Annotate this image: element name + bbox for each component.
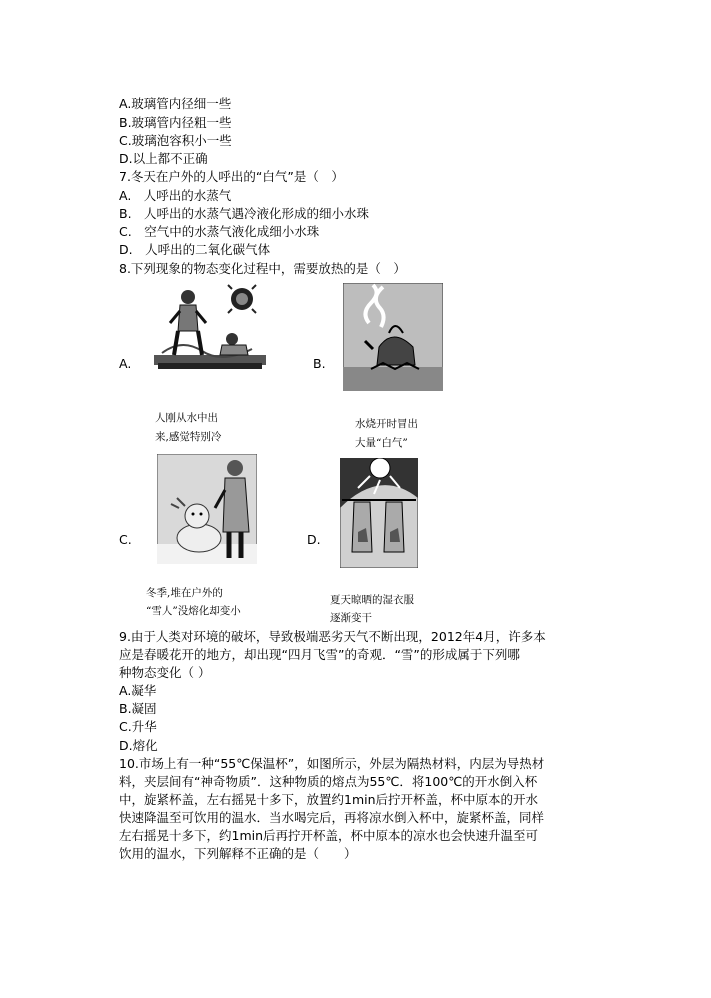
q7-option-a: A. 人呼出的水蒸气 [119, 188, 232, 203]
q9-stem-line3: 种物态变化（ ） [119, 665, 211, 680]
q8-picture-b [343, 283, 443, 391]
q8-caption-c-line1: 冬季,堆在户外的 [146, 587, 223, 599]
q9-option-b: B.凝固 [119, 701, 157, 716]
q8-caption-a-line1: 人刚从水中出 [155, 412, 218, 424]
q6-option-b: B.玻璃管内径粗一些 [119, 115, 232, 130]
q9-stem-line1: 9.由于人类对环境的破坏，导致极端恶劣天气不断出现，2012年4月，许多本 [119, 629, 546, 644]
q10-line3: 中，旋紧杯盖，左右摇晃十多下，放置约1min后拧开杯盖，杯中原本的开水 [119, 792, 539, 807]
q8-label-d: D. [307, 532, 321, 547]
q6-option-a: A.玻璃管内径细一些 [119, 96, 232, 111]
q8-stem: 8.下列现象的物态变化过程中，需要放热的是（ ） [119, 261, 406, 276]
q7-option-b: B. 人呼出的水蒸气遇冷液化形成的细小水珠 [119, 206, 370, 221]
q10-line4: 快速降温至可饮用的温水．当水喝完后，再将凉水倒入杯中，旋紧杯盖，同样 [119, 810, 545, 825]
q7-option-c: C. 空气中的水蒸气液化成细小水珠 [119, 224, 320, 239]
q6-option-c: C.玻璃泡容积小一些 [119, 133, 232, 148]
q6-option-d: D.以上都不正确 [119, 151, 208, 166]
q9-option-c: C.升华 [119, 719, 157, 734]
q8-caption-c-line2: “雪人”没熔化却变小 [146, 605, 241, 617]
q8-picture-a [152, 283, 270, 383]
q7-stem: 7.冬天在户外的人呼出的“白气”是（ ） [119, 169, 344, 184]
q8-label-a: A. [119, 356, 132, 371]
q8-caption-b-line2: 大量“白气” [355, 437, 408, 449]
q10-line2: 料，夹层间有“神奇物质”．这种物质的熔点为55℃．将100℃的开水倒入杯 [119, 774, 538, 789]
q10-line6: 饮用的温水，下列解释不正确的是（ ） [119, 846, 357, 861]
q8-caption-d-line2: 逐渐变干 [330, 612, 372, 624]
q8-label-c: C. [119, 532, 132, 547]
q8-caption-d-line1: 夏天晾晒的湿衣服 [330, 594, 414, 606]
q8-picture-d [340, 458, 418, 568]
q8-caption-b-line1: 水烧开时冒出 [355, 418, 418, 430]
q8-picture-c [157, 454, 257, 564]
q9-option-a: A.凝华 [119, 683, 157, 698]
q7-option-d: D. 人呼出的二氧化碳气体 [119, 242, 271, 257]
q8-caption-a-line2: 来,感觉特别冷 [155, 431, 222, 443]
q9-stem-line2: 应是春暖花开的地方，却出现“四月飞雪”的奇观．“雪”的形成属于下列哪 [119, 647, 520, 662]
q10-line5: 左右摇晃十多下，约1min后再拧开杯盖，杯中原本的凉水也会快速升温至可 [119, 828, 539, 843]
q9-option-d: D.熔化 [119, 738, 158, 753]
q10-line1: 10.市场上有一种“55℃保温杯”，如图所示，外层为隔热材料，内层为导热材 [119, 756, 545, 771]
q8-label-b: B. [313, 356, 326, 371]
